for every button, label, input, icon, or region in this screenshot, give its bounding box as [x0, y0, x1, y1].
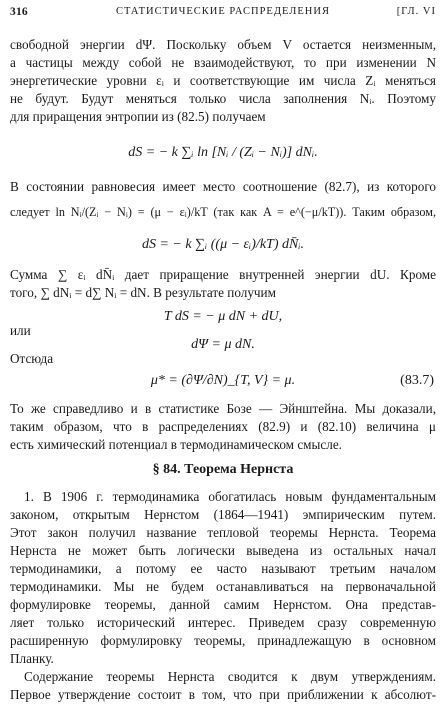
formula-entropy-mu: dS = − k ∑ᵢ ((μ − εᵢ)/kT) dN̄ᵢ. — [141, 237, 305, 252]
text-line: расширенную формулировку теоремы, принадлежащую в основном — [10, 633, 436, 648]
formula-chemical-potential-text: μ* = (∂Ψ/∂N)_{T, V} = μ. — [150, 373, 296, 388]
equation-number: (83.7) — [400, 373, 434, 388]
text-line: То же справедливо и в статистике Бозе — Эйнштейна. Мы доказали, — [10, 401, 436, 416]
section-heading: § 84. Теорема Нернста — [152, 462, 294, 477]
text-line: 1. В 1906 г. термодинамика обогатилась новым фундаментальным — [24, 489, 436, 504]
text-line: термодинамики. Мы не будем останавливаться на первоначальной — [10, 579, 436, 594]
formula-chemical-potential — [10, 368, 436, 394]
text-line: формулировке теоремы, данной самим Нернстом. Она представ- — [10, 597, 436, 612]
text-line: законом, открытым Нернстом (1864—1941) эмпирическим путем. — [10, 507, 436, 522]
text-line: следует ln Nᵢ/(Zᵢ − Nᵢ) = (μ − εᵢ)/kT (так как A = e^(−μ/kT)). Таким образом, — [10, 205, 436, 219]
text-line: термодинамики, а потому ее часто называют третьим началом — [10, 561, 436, 576]
formula-dpsi: dΨ = μ dN. — [191, 337, 255, 352]
text-line: не будут. Будут меняться только числа заполнения Nᵢ. Поэтому — [10, 91, 436, 106]
word-or: или — [10, 323, 31, 338]
text-line: для приращения энтропии из (82.5) получаем — [10, 109, 266, 124]
text-line: Содержание теоремы Нернста сводится к двум утверждениям. — [24, 669, 436, 684]
running-header — [10, 6, 436, 22]
formula-entropy-sum: dS = − k ∑ᵢ ln [Nᵢ / (Zᵢ − Nᵢ)] dNᵢ. — [128, 145, 318, 160]
text-line: ляет только исторический интерес. Приведем сразу современную — [10, 615, 436, 630]
text-line: того, ∑ dNᵢ = d∑ Nᵢ = dN. В результате получим — [10, 285, 276, 300]
text-line: Этот закон получил название тепловой теоремы Нернста. Теорема — [10, 525, 436, 540]
formula-tds: T dS = − μ dN + dU, — [163, 309, 283, 324]
text-line: Сумма ∑ εᵢ dN̄ᵢ дает приращение внутренней энергии dU. Кроме — [10, 267, 436, 282]
word-hence: Отсюда — [10, 351, 54, 366]
text-line: есть химический потенциал в термодинамическом смысле. — [10, 437, 342, 452]
text-line: свободной энергии dΨ. Поскольку объем V остается неизменным, — [10, 37, 436, 52]
text-line: а частицы между собой не взаимодействуют, то при изменении N — [10, 55, 436, 70]
text-line: Планку. — [10, 651, 54, 666]
text-line: таким образом, что в распределениях (82.9) и (82.10) величина μ — [10, 419, 436, 434]
text-line: Нернста не может быть логически выведена из остальных начал — [10, 543, 436, 558]
text-line: В состоянии равновесия имеет место соотношение (82.7), из которого — [10, 179, 436, 194]
running-title: СТАТИСТИЧЕСКИЕ РАСПРЕДЕЛЕНИЯ — [116, 6, 330, 17]
text-line: энергетические уровни εᵢ и соответствующие им числа Zᵢ меняться — [10, 73, 436, 88]
page-number: 316 — [10, 6, 28, 18]
chapter-label: [ГЛ. VI — [396, 6, 436, 17]
text-line: Первое утверждение состоит в том, что при приближении к абсолют- — [10, 687, 436, 702]
